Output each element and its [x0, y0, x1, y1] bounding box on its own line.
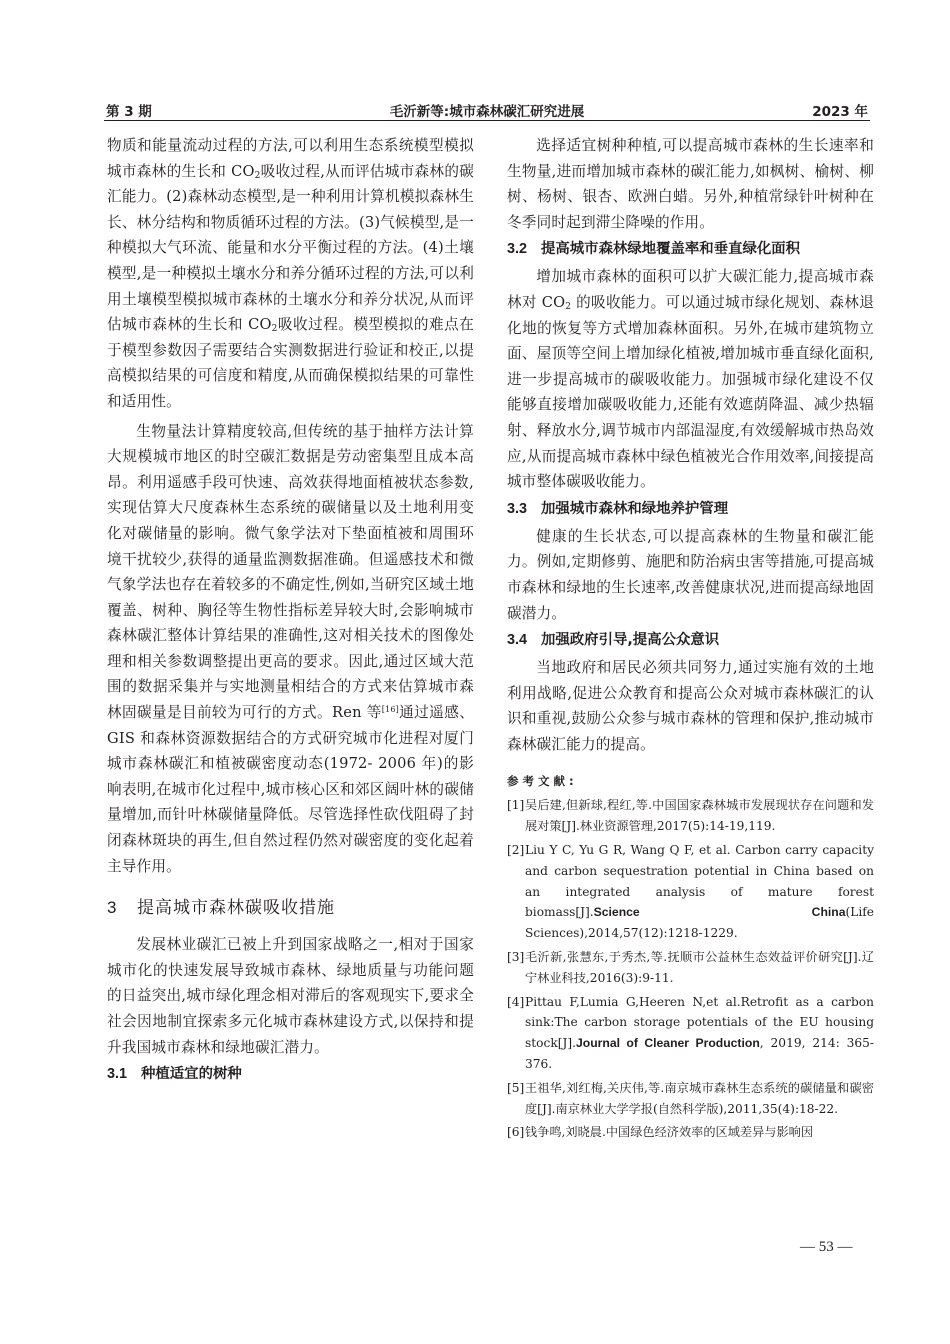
references-heading: 参考文献: — [507, 774, 578, 789]
paragraph-tree-species: 选择适宜树种种植,可以提高城市森林的生长速率和生物量,进而增加城市森林的碳汇能力,如枫树、榆树、柳树、杨树、银杏、欧洲白蜡。另外,种植常绿针叶树种在冬季同时起到滞尘降噪的作用。 — [507, 137, 874, 231]
left-column — [107, 133, 474, 1089]
page-number: — 53 — — [800, 1239, 853, 1255]
reference-item: [3] 毛沂新,张慧东,于秀杰,等.抚顺市公益林生态效益评价研究[J].辽宁林业科技,2016(3):9-11. — [507, 950, 874, 985]
paragraph-model-methods: 物质和能量流动过程的方法,可以利用生态系统模型模拟城市森林的生长和 $CO_2$吸收过程,从而评估城市森林的碳汇能力。(2)森林动态模型,是一种利用计算机模拟森林生长、林分结构和物质循环过程的方法。(3)气候模型,是一种模拟大气环流、能量和水分平衡过程的方法。(4)土壤模型,是一种模拟土壤水分和养分循环过程的方法,可以利用土壤模型模拟城市森林的土壤水分和养分状况,从而评估城市森林的生长和 $CO_2$吸收过程。模型模拟的难点在于模型参数因子需要结合实测数据进行验证和校正,以提高模拟结果的可信度和精度,从而确保模拟结果的可靠性和适用性。 — [107, 137, 474, 410]
section-3-1-heading: 3.1 种植适宜的树种 — [107, 1066, 242, 1083]
header-issue: 第 3 期 — [106, 104, 152, 120]
header-title: 毛沂新等:城市森林碳汇研究进展 — [389, 104, 585, 120]
section-3-3-heading: 3.3 加强城市森林和绿地养护管理 — [507, 500, 729, 517]
reference-item: [4] Pittau F,Lumia G,Heeren N,et al.Retrofit as a carbon sink:The carbon storage potentials of the EU housing stock[J].Journal of Cleaner Production, 2019, 214: 365-376. — [507, 994, 874, 1072]
header-year: 2023 年 — [812, 104, 868, 120]
paragraph-section-3-intro: 发展林业碳汇已被上升到国家战略之一,相对于国家城市化的快速发展导致城市森林、绿地质量与功能问题的日益突出,城市绿化理念相对滞后的客观现实下,要求全社会因地制宜探索多元化城市森林建设方式,以保持和提升我国城市森林和绿地碳汇潜力。 — [107, 936, 474, 1056]
reference-item: [6] 钱争鸣,刘晓晨.中国绿色经济效率的区域差异与影响因 — [507, 1125, 814, 1140]
paragraph-maintenance: 健康的生长状态,可以提高森林的生物量和碳汇能力。例如,定期修剪、施肥和防治病虫害等措施,可提高城市森林和绿地的生长速率,改善健康状况,进而提高绿地固碳潜力。 — [507, 527, 874, 622]
running-header — [104, 98, 870, 121]
citation-16: [16] — [381, 705, 399, 715]
right-column — [507, 133, 874, 1146]
reference-item: [5] 王祖华,刘红梅,关庆伟,等.南京城市森林生态系统的碳储量和碳密度[J].南京林业大学学报(自然科学版),2011,35(4):18-22. — [507, 1080, 874, 1116]
section-3-2-heading: 3.2 提高城市森林绿地覆盖率和垂直绿化面积 — [507, 241, 801, 258]
reference-item: [1] 吴后建,但新球,程红,等.中国国家森林城市发展现状存在问题和发展对策[J].林业资源管理,2017(5):14-19,119. — [507, 798, 874, 834]
paragraph-public-awareness: 当地政府和居民必须共同努力,通过实施有效的土地利用战略,促进公众教育和提高公众对城市森林碳汇的认识和重视,鼓励公众参与城市森林的管理和保护,推动城市森林碳汇能力的提高。 — [507, 659, 874, 753]
section-3-4-heading: 3.4 加强政府引导,提高公众意识 — [507, 632, 720, 649]
reference-item: [2] Liu Y C, Yu G R, Wang Q F, et al. Carbon carry capacity and carbon sequestration potential in China based on an integrated analysis of mature forest biomass[J].Science China(Life Sciences),2014,57(12):1218-1229. — [507, 843, 874, 941]
paragraph-biomass-remote-sensing: 生物量法计算精度较高,但传统的基于抽样方法计算大规模城市地区的时空碳汇数据是劳动密集型且成本高昂。利用遥感手段可快速、高效获得地面植被状态参数,实现估算大尺度森林生态系统的碳储量以及土地利用变化对碳储量的影响。微气象学法对下垫面植被和周围环境干扰较少,获得的通量监测数据准确。但遥感技术和微气象学法也存在着较多的不确定性,例如,当研究区域土地覆盖、树种、胸径等生物性指标差异较大时,会影响城市森林碳汇整体计算结果的准确性,这对相关技术的图像处理和相关参数调整提出更高的要求。因此,通过区域大范围的数据采集并与实地测量相结合的方式来估算城市森林固碳量是目前较为可行的方式。Ren 等[16]通过遥感、GIS 和森林资源数据结合的方式研究城市化进程对厦门城市森林碳汇和植被碳密度动态(1972- 2006 年)的影响表明,在城市化过程中,城市核心区和郊区阔叶林的碳储量增加,而针叶林碳储量降低。尽管选择性砍伐阻碍了封闭森林斑块的再生,但自然过程仍然对碳密度的变化起着主导作用。 — [107, 422, 474, 875]
section-3-heading: 3 提高城市森林碳吸收措施 — [107, 898, 335, 919]
paragraph-green-coverage: 增加城市森林的面积可以扩大碳汇能力,提高城市森林对 $CO_2$ 的吸收能力。可以通过城市绿化规划、森林退化地的恢复等方式增加森林面积。另外,在城市建筑物立面、屋顶等空间上增加绿化植被,增加城市垂直绿化面积,进一步提高城市的碳吸收能力。加强城市绿化建设不仅能够直接增加碳吸收能力,还能有效遮荫降温、减少热辐射、释放水分,调节城市内部温湿度,有效缓解城市热岛效应,从而提高城市森林中绿色植被光合作用效率,间接提高城市整体碳吸收能力。 — [507, 268, 874, 491]
